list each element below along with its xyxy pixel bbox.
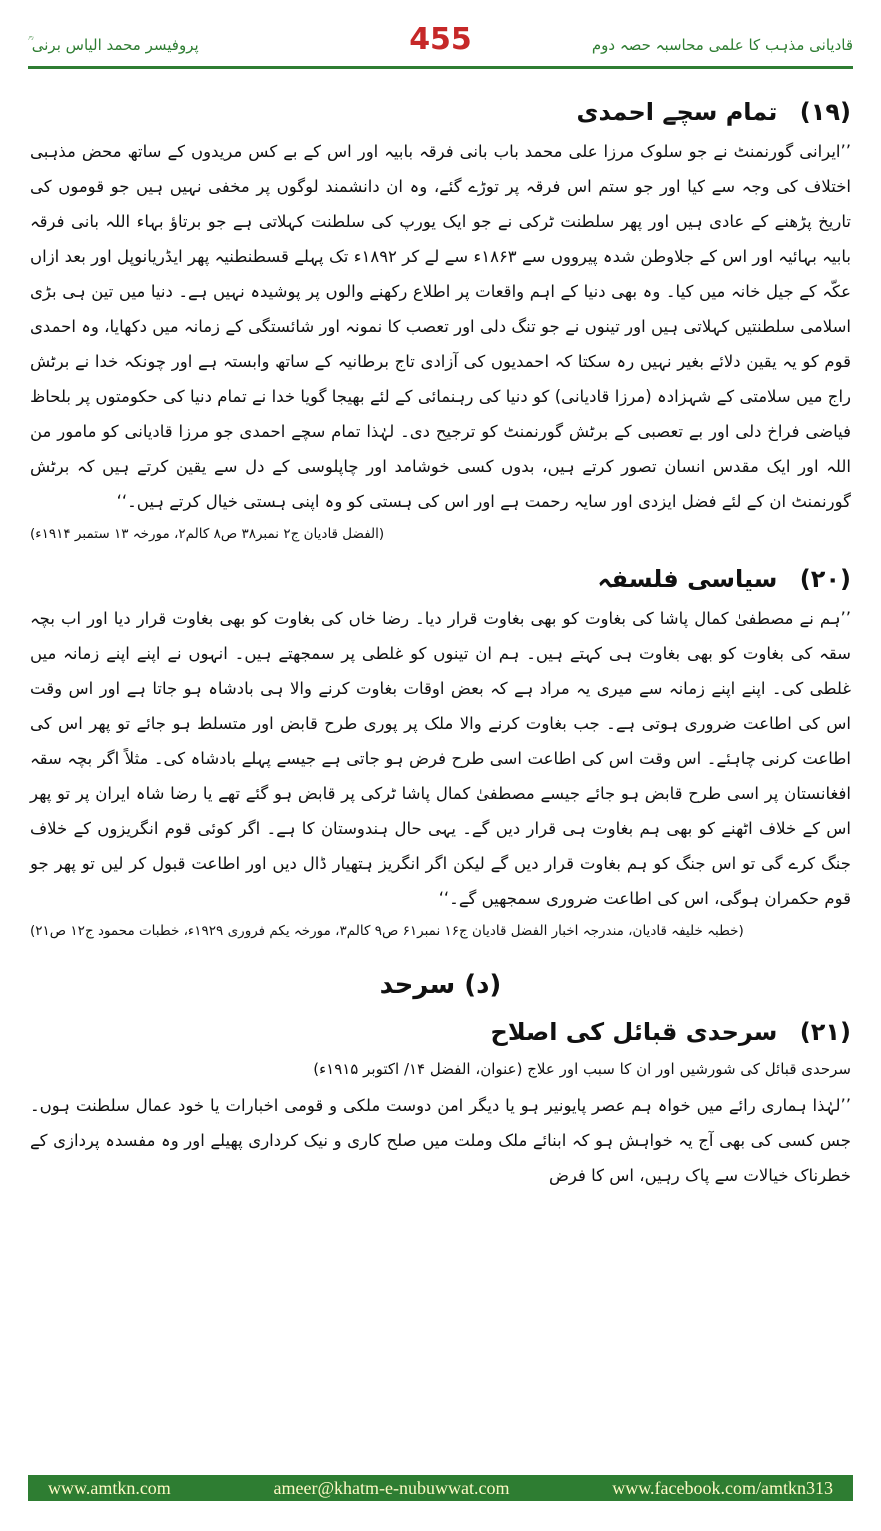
header-divider [28,66,853,69]
page-number: 455 [409,22,472,57]
section-20-reference: (خطبہ خلیفہ قادیان، مندرجہ اخبار الفضل قادیان ج۱۶ نمبر۶۱ ص۹ کالم۳، مورخہ یکم فروری ۱۹۲۹ء، خطبات محمود ج۱۲ ص۲۱) [30,923,744,939]
footer-facebook-link[interactable]: www.facebook.com/amtkn313 [612,1477,833,1498]
footer-email-link[interactable]: ameer@khatm-e-nubuwwat.com [273,1477,510,1498]
section-21-subtitle: سرحدی قبائل کی شورشیں اور ان کا سبب اور علاج (عنوان، الفضل ۱۴/ اکتوبر ۱۹۱۵ء) [313,1060,851,1078]
section-21-title: سرحدی قبائل کی اصلاح [490,1018,778,1046]
section-21-number: (۲۱) [799,1018,851,1046]
chapter-heading: (د) سرحد [379,970,502,1000]
author-name: پروفیسر محمد الیاس برنی ؒ [28,36,199,54]
section-19-body: ’’ایرانی گورنمنٹ نے جو سلوک مرزا علی محمد باب بانی فرقہ بابیہ اور اس کے بے کس مریدوں کے ساتھ محض مذہبی اختلاف کی وجہ سے کیا اور جو ستم اس فرقہ پر توڑے گئے، وہ ان دانشمند لوگوں پر مخفی نہیں ہیں جو قوموں کی تاریخ پڑھنے کے عادی ہیں اور پھر سلطنت ٹرکی نے جو ایک یورپ کی سلطنت کہلاتی ہے جو برتاؤ بہاء اللہ بانی فرقہ بابیہ بہائیہ اور اس کے جلاوطن شدہ پیرووں سے ۱۸۶۳ء سے لے کر ۱۸۹۲ء تک پہلے قسطنطنیہ پھر ایڈریانوپل اور بعد ازاں عکّہ کے جیل خانہ میں کیا۔ وہ بھی دنیا کے اہم واقعات پر اطلاع رکھنے والوں پر پوشیدہ نہیں ہے۔ دنیا میں تین ہی بڑی اسلامی سلطنتیں کہلاتی ہیں اور تینوں نے جو تنگ دلی اور تعصب کا نمونہ اور شائستگی کے زمانہ میں دکھایا، وہ احمدی قوم کو یہ یقین دلائے بغیر نہیں رہ سکتا کہ احمدیوں کی آزادی تاج برطانیہ کے ساتھ وابستہ ہے اور چونکہ خدا نے برٹش راج میں سلامتی کے شہزادہ (مرزا قادیانی) کو دنیا کی رہنمائی کے لئے بھیجا گویا خدا نے تمام دنیا کی حکومتوں پر بلحاظ فیاضی فراخ دلی اور بے تعصبی کے برٹش گورنمنٹ کو ترجیح دی۔ لہٰذا تمام سچے احمدی جو مرزا قادیانی کو مامور من اللہ اور ایک مقدس انسان تصور کرتے ہیں، بدوں کسی خوشامد اور چاپلوسی کے دل سے یقین کرتے ہیں کہ برٹش گورنمنٹ ان کے لئے فضل ایزدی اور سایہ رحمت ہے اور اس کی ہستی کو وہ اپنی ہستی خیال کرتے ہیں۔‘‘ [30,142,852,511]
section-19-title: تمام سچے احمدی [576,98,778,126]
page-header [28,22,853,66]
section-20-title: سیاسی فلسفہ [597,565,778,593]
section-21-body: ’’لہٰذا ہماری رائے میں خواہ ہم عصر پایونیر ہو یا دیگر امن دوست ملکی و قومی اخبارات یا خود عمال سلطنت ہوں۔ جس کسی کی بھی آج یہ خواہش ہو کہ ابنائے ملک وملت میں صلح کاری و نیک کرداری پھیلے اور وہ مفسدہ پردازی کے خطرناک خیالات سے پاک رہیں، اس کا فرض [30,1096,851,1185]
section-19-reference: (الفضل قادیان ج۲ نمبر۳۸ ص۸ کالم۲، مورخہ ۱۳ ستمبر ۱۹۱۴ء) [30,526,385,542]
footer-website-link[interactable]: www.amtkn.com [48,1477,171,1498]
section-21-heading [30,1018,851,1046]
book-title: قادیانی مذہب کا علمی محاسبہ حصہ دوم [591,36,853,54]
section-20-heading [30,565,851,593]
page-footer [28,1475,853,1501]
section-19-number: (۱۹) [799,98,851,126]
section-20-body: ’’ہم نے مصطفیٰ کمال پاشا کی بغاوت کو بھی بغاوت قرار دیا۔ رضا خاں کی بغاوت کو بھی بغاوت قرار دیا اور اب بچہ سقہ کی بغاوت کو بھی بغاوت ہی کہتے ہیں۔ ہم ان تینوں کو غلطی پر سمجھتے ہیں۔ انہوں نے اپنے اپنے زمانہ میں غلطی کی۔ اپنے اپنے زمانہ سے میری یہ مراد ہے کہ بعض اوقات بغاوت کرنے والا ہی بادشاہ ہو جاتا ہے اور اس وقت اس کی اطاعت ضروری ہوتی ہے۔ جب بغاوت کرنے والا ملک پر پوری طرح قابض اور متسلط ہو جائے تو پھر اس کی اطاعت کرنی چاہئے۔ اس وقت اس کی اطاعت اسی طرح فرض ہو جاتی ہے جیسے پہلے بادشاہ کی۔ مثلاً اگر بچہ سقہ افغانستان پر اسی طرح قابض ہو جائے جیسے مصطفیٰ کمال پاشا ٹرکی پر قابض ہو گئے تھے یا رضا شاہ ایران پر تو پھر اس کے خلاف اٹھنے کو بھی ہم بغاوت ہی قرار دیں گے۔ یہی حال ہندوستان کا ہے۔ اگر کوئی قوم انگریزوں کے خلاف جنگ کرے گی تو اس جنگ کو ہم بغاوت قرار دیں گے لیکن اگر انگریز ہتھیار ڈال دیں اور اطاعت قبول کر لیں تو پھر جو قوم حکمران ہوگی، اس کی اطاعت ضروری سمجھیں گے۔‘‘ [30,609,851,908]
section-20-number: (۲۰) [799,565,851,593]
page-content [30,80,851,1193]
section-19-heading [30,98,851,126]
